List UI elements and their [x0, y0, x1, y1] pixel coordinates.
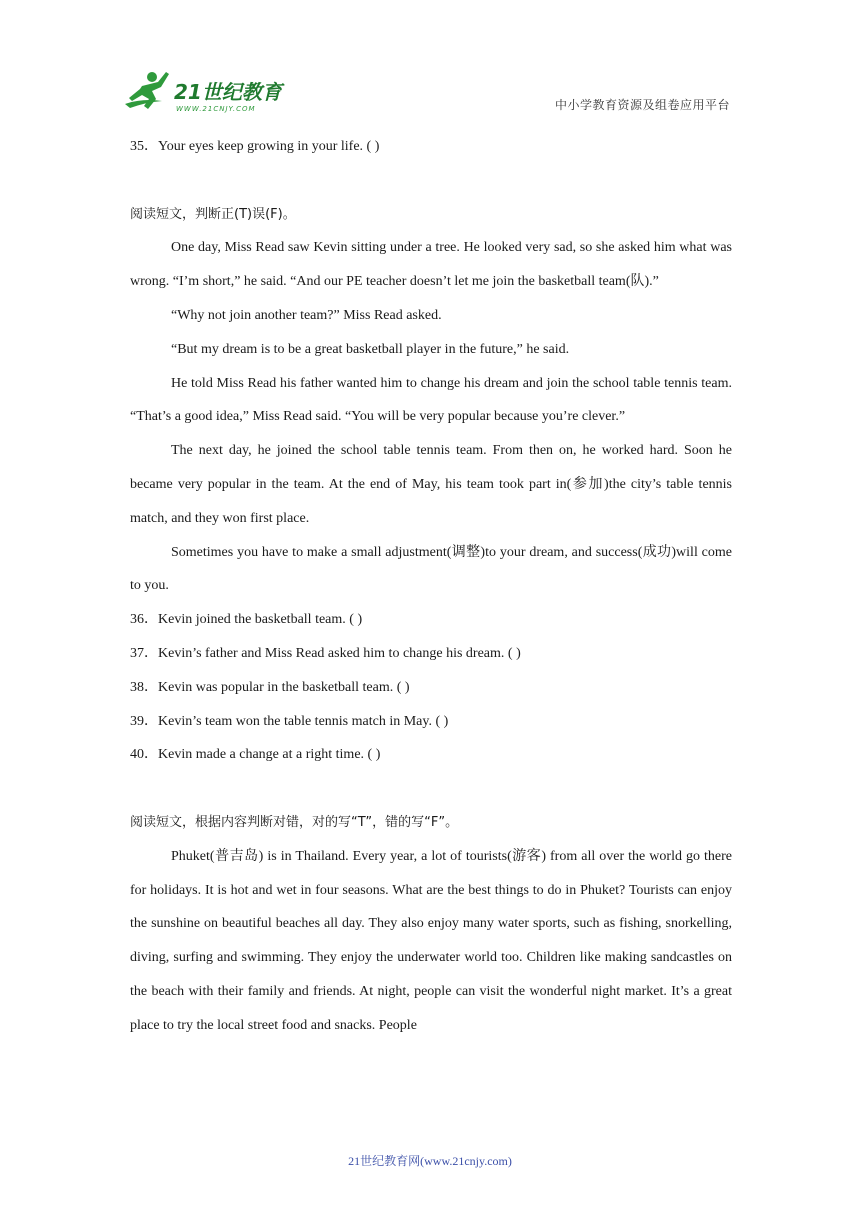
section1-instruction: 阅读短文，判断正(T)误(F)。	[130, 206, 296, 222]
spacer	[130, 772, 732, 806]
section1-paragraph-6: Sometimes you have to make a small adjustment(调整)to your dream, and success(成功)will come to you.	[130, 544, 732, 594]
logo	[122, 68, 292, 118]
section2-instruction: 阅读短文，根据内容判断对错，对的写“T”，错的写“F”。	[130, 814, 459, 830]
section1-paragraph-4: He told Miss Read his father wanted him to change his dream and join the school table tennis team. “That’s a good idea,” Miss Read said. “You will be very popular because you’re clever.”	[130, 375, 732, 425]
section1-paragraph-2: “Why not join another team?” Miss Read asked.	[171, 307, 442, 323]
question-36: 36．Kevin joined the basketball team. ( )	[130, 612, 363, 628]
section1-paragraph-5: The next day, he joined the school table tennis team. From then on, he worked hard. Soon he became very popular in the team. At the end of May, his team took part in(参加)the city’s table tennis match, and they won first place.	[130, 443, 732, 526]
svg-text:21世纪教育: 21世纪教育	[174, 80, 282, 104]
question-37: 37．Kevin’s father and Miss Read asked him to change his dream. ( )	[130, 645, 521, 661]
section1-paragraph-3: “But my dream is to be a great basketball player in the future,” he said.	[171, 341, 570, 357]
question-35: 35．Your eyes keep growing in your life. ( )	[130, 139, 380, 154]
svg-text:WWW.21CNJY.COM: WWW.21CNJY.COM	[176, 105, 256, 113]
question-39: 39．Kevin’s team won the table tennis match in May. ( )	[130, 713, 449, 729]
page-footer: 21世纪教育网(www.21cnjy.com)	[348, 1154, 512, 1168]
question-40: 40．Kevin made a change at a right time. ( )	[130, 747, 381, 763]
question-38: 38．Kevin was popular in the basketball team. ( )	[130, 679, 410, 695]
section2-paragraph: Phuket(普吉岛) is in Thailand. Every year, a lot of tourists(游客) from all over the world go there for holidays. It is hot and wet in four seasons. What are the best things to do in Phuket? Tourists can enjoy the sunshine on beautiful beaches all day. They also enjoy many water sports, such as fishing, snorkelling, diving, surfing and swimming. They enjoy the underwater world too. Children like making sandcastles on the beach with their family and friends. At night, people can visit the wonderful night market. It’s a great place to try the local street food and snacks. People	[130, 848, 732, 1033]
spacer	[130, 164, 732, 198]
section1-paragraph-1: One day, Miss Read saw Kevin sitting under a tree. He looked very sad, so she asked him what was wrong. “I’m short,” he said. “And our PE teacher doesn’t let me join the basketball team(队).”	[130, 240, 732, 290]
runner-logo-icon	[122, 68, 292, 118]
document-body	[130, 130, 732, 1043]
page-header	[0, 0, 860, 130]
platform-name: 中小学教育资源及组卷应用平台	[554, 98, 730, 112]
